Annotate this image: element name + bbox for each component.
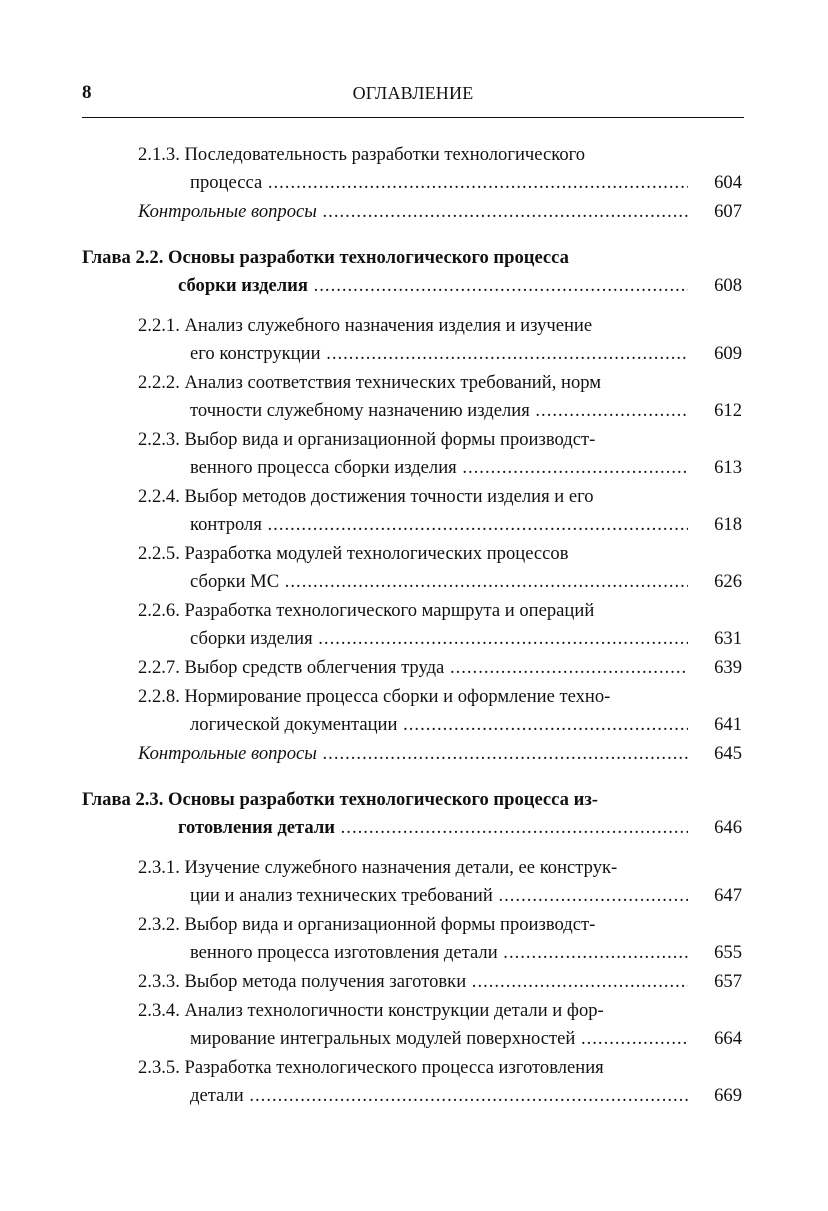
toc-entry-2-2-2[interactable]: [82, 369, 742, 425]
toc-entry-title: 2.2.1. Анализ служебного назначения изделия и изучение: [138, 315, 593, 336]
toc-entry-title: 2.3.1. Изучение служебного назначения детали, ее конструк-: [138, 857, 618, 878]
toc-entry-title: 2.3.4. Анализ технологичности конструкции детали и фор-: [138, 1000, 604, 1021]
toc-entry-title-cont: венного процесса сборки изделия .....: [138, 454, 688, 482]
toc-entry-title: 2.2.3. Выбор вида и организационной формы производст-: [138, 429, 596, 450]
toc-entry-2-3-1[interactable]: [82, 854, 742, 910]
toc-entry-2-2-7[interactable]: [82, 654, 742, 682]
toc-page-number: 646: [714, 817, 742, 838]
toc-entry-title: Контрольные вопросы .....: [138, 740, 688, 768]
toc-entry-2-1-3[interactable]: [82, 141, 742, 197]
toc-chapter-title-cont: готовления детали .....: [82, 814, 688, 842]
toc-entry-title: 2.2.5. Разработка модулей технологических процессов: [138, 543, 569, 564]
toc-entry-title: 2.3.3. Выбор метода получения заготовки .....: [138, 968, 688, 996]
toc-entry-2-2-5[interactable]: [82, 540, 742, 596]
toc-entry-2-2-6[interactable]: [82, 597, 742, 653]
toc-entry-title-cont: контроля .....: [138, 511, 688, 539]
toc-entry-title: 2.3.5. Разработка технологического процесса изготовления: [138, 1057, 604, 1078]
toc-entry-title-cont: точности служебному назначению изделия .....: [138, 397, 688, 425]
toc-chapter-title: Глава 2.2. Основы разработки технологического процесса: [82, 247, 569, 268]
toc-page-number: 639: [714, 657, 742, 678]
toc-entry-title: 2.1.3. Последовательность разработки технологического: [138, 144, 586, 165]
toc-entry-title-cont: процесса .....: [138, 169, 688, 197]
toc-page-number: 645: [714, 743, 742, 764]
toc-chapter-title-cont: сборки изделия .....: [82, 272, 688, 300]
toc-entry-title-cont: сборки изделия .....: [138, 625, 688, 653]
toc-page-number: 631: [714, 628, 742, 649]
toc-entry-2-2-8[interactable]: [82, 683, 742, 739]
toc-entry-title-cont: мирование интегральных модулей поверхностей .....: [138, 1025, 688, 1053]
toc-chapter-2-3[interactable]: [82, 786, 742, 842]
toc-entry-title-cont: венного процесса изготовления детали .....: [138, 939, 688, 967]
toc-entry-2-3-3[interactable]: [82, 968, 742, 996]
toc-entry-title: 2.2.8. Нормирование процесса сборки и оформление техно-: [138, 686, 611, 707]
header-divider: [82, 117, 744, 118]
toc-page-number: 618: [714, 514, 742, 535]
toc-entry-title: 2.3.2. Выбор вида и организационной формы производст-: [138, 914, 596, 935]
toc-entry-title: 2.2.6. Разработка технологического маршрута и операций: [138, 600, 595, 621]
toc-entry-2-2-4[interactable]: [82, 483, 742, 539]
toc-entry-title: 2.2.4. Выбор методов достижения точности изделия и его: [138, 486, 594, 507]
toc-entry-2-3-4[interactable]: [82, 997, 742, 1053]
toc-page-number: 626: [714, 571, 742, 592]
toc-entry-2-2-1[interactable]: [82, 312, 742, 368]
page-number: 8: [82, 82, 92, 103]
toc-entry-title: 2.2.2. Анализ соответствия технических требований, норм: [138, 372, 602, 393]
toc-page-number: 609: [714, 343, 742, 364]
toc-entry-2-2-3[interactable]: [82, 426, 742, 482]
toc-entry-title-cont: ции и анализ технических требований .....: [138, 882, 688, 910]
toc-page-number: 612: [714, 400, 742, 421]
toc-page-number: 657: [714, 971, 742, 992]
page-header: [82, 82, 744, 114]
toc-entry-questions-2-1[interactable]: [82, 198, 742, 226]
toc-chapter-title: Глава 2.3. Основы разработки технологического процесса из-: [82, 789, 598, 810]
toc-page-number: 664: [714, 1028, 742, 1049]
toc-page-number: 608: [714, 275, 742, 296]
toc-entry-2-3-2[interactable]: [82, 911, 742, 967]
toc-page-number: 641: [714, 714, 742, 735]
toc-entry-title-cont: сборки МС .....: [138, 568, 688, 596]
toc-entry-title: 2.2.7. Выбор средств облегчения труда .....: [138, 654, 688, 682]
toc-page-number: 607: [714, 201, 742, 222]
toc-page-number: 613: [714, 457, 742, 478]
toc-entry-title: Контрольные вопросы .....: [138, 198, 688, 226]
running-title: ОГЛАВЛЕНИЕ: [352, 83, 474, 103]
table-of-contents: [82, 141, 742, 1110]
toc-page-number: 655: [714, 942, 742, 963]
toc-entry-2-3-5[interactable]: [82, 1054, 742, 1110]
toc-entry-title-cont: его конструкции .....: [138, 340, 688, 368]
toc-chapter-2-2[interactable]: [82, 244, 742, 300]
toc-page-number: 669: [714, 1085, 742, 1106]
toc-entry-title-cont: логической документации .....: [138, 711, 688, 739]
toc-entry-title-cont: детали .....: [138, 1082, 688, 1110]
toc-page-number: 604: [714, 172, 742, 193]
toc-page-number: 647: [714, 885, 742, 906]
toc-entry-questions-2-2[interactable]: [82, 740, 742, 768]
